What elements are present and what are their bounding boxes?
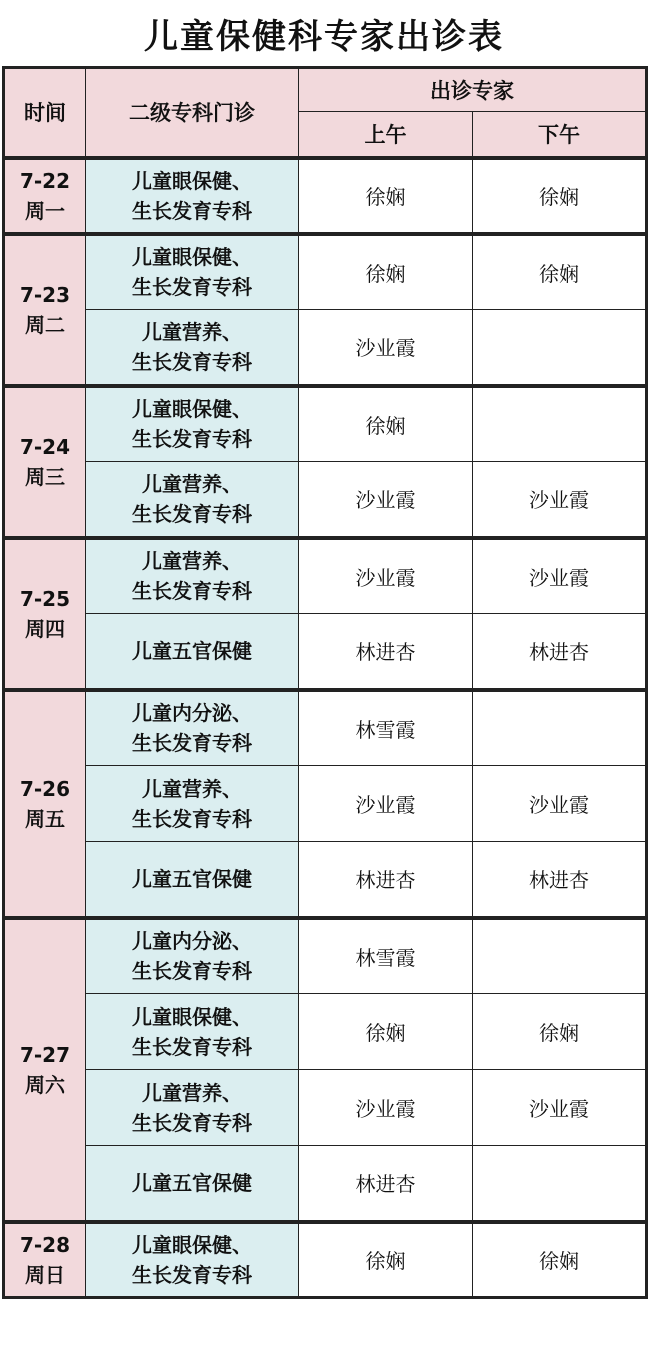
table-row (4, 690, 647, 766)
doctor-am-cell: 徐娴 (299, 234, 473, 310)
date-label: 7-25 (19, 586, 71, 611)
dept-line1: 儿童眼保健、 (132, 397, 252, 422)
dept-cell (86, 386, 299, 462)
doctor-pm-cell: 徐娴 (473, 158, 647, 234)
dept-line2: 生长发育专科 (132, 198, 252, 223)
weekday-label: 周六 (25, 1072, 65, 1097)
weekday-label: 周四 (25, 616, 65, 641)
dept-line1: 儿童五官保健 (132, 866, 252, 891)
schedule-body (4, 158, 647, 1298)
table-row (4, 1146, 647, 1222)
dept-line1: 儿童眼保健、 (132, 1004, 252, 1029)
dept-line1: 儿童营养、 (142, 471, 242, 496)
date-cell (4, 386, 86, 538)
dept-line2: 生长发育专科 (132, 579, 252, 604)
dept-cell (86, 1222, 299, 1298)
date-cell (4, 1222, 86, 1298)
page-title: 儿童保健科专家出诊表 (144, 17, 504, 57)
dept-line1: 儿童五官保健 (132, 638, 252, 663)
doctor-pm-cell (473, 690, 647, 766)
date-cell (4, 158, 86, 234)
date-cell (4, 918, 86, 1222)
table-row (4, 158, 647, 234)
table-row (4, 538, 647, 614)
schedule-table (2, 66, 648, 1299)
doctor-pm-cell: 林进杏 (473, 842, 647, 918)
doctor-am-cell: 沙业霞 (299, 766, 473, 842)
doctor-am-cell: 徐娴 (299, 1222, 473, 1298)
header-am: 上午 (299, 112, 473, 158)
doctor-pm-cell: 沙业霞 (473, 766, 647, 842)
header-dept: 二级专科门诊 (86, 68, 299, 158)
table-row (4, 1222, 647, 1298)
dept-line1: 儿童五官保健 (132, 1170, 252, 1195)
dept-line2: 生长发育专科 (132, 1110, 252, 1135)
dept-line2: 生长发育专科 (132, 427, 252, 452)
doctor-pm-cell: 徐娴 (473, 1222, 647, 1298)
dept-line1: 儿童眼保健、 (132, 168, 252, 193)
dept-cell (86, 690, 299, 766)
table-row (4, 842, 647, 918)
dept-cell (86, 842, 299, 918)
dept-cell (86, 310, 299, 386)
dept-cell (86, 1146, 299, 1222)
dept-line2: 生长发育专科 (132, 806, 252, 831)
weekday-label: 周一 (25, 198, 65, 223)
table-row (4, 614, 647, 690)
date-label: 7-23 (19, 282, 71, 307)
date-label: 7-22 (19, 168, 71, 193)
weekday-label: 周三 (25, 464, 65, 489)
header-time: 时间 (4, 68, 86, 158)
table-header (4, 68, 647, 158)
dept-line2: 生长发育专科 (132, 1262, 252, 1287)
doctor-pm-cell: 林进杏 (473, 614, 647, 690)
dept-line1: 儿童眼保健、 (132, 245, 252, 270)
dept-line2: 生长发育专科 (132, 275, 252, 300)
doctor-am-cell: 徐娴 (299, 386, 473, 462)
dept-line2: 生长发育专科 (132, 501, 252, 526)
date-cell (4, 234, 86, 386)
dept-line1: 儿童内分泌、 (132, 701, 252, 726)
date-label: 7-24 (19, 434, 71, 459)
date-cell (4, 538, 86, 690)
dept-cell (86, 614, 299, 690)
dept-line1: 儿童营养、 (142, 319, 242, 344)
dept-cell (86, 918, 299, 994)
doctor-pm-cell: 徐娴 (473, 234, 647, 310)
weekday-label: 周日 (25, 1262, 65, 1287)
doctor-am-cell: 林进杏 (299, 1146, 473, 1222)
doctor-pm-cell: 沙业霞 (473, 462, 647, 538)
dept-cell (86, 766, 299, 842)
table-row (4, 234, 647, 310)
doctor-pm-cell (473, 1146, 647, 1222)
weekday-label: 周二 (25, 312, 65, 337)
doctor-am-cell: 林进杏 (299, 614, 473, 690)
date-cell (4, 690, 86, 918)
table-row (4, 994, 647, 1070)
doctor-pm-cell: 徐娴 (473, 994, 647, 1070)
dept-cell (86, 234, 299, 310)
doctor-pm-cell (473, 918, 647, 994)
doctor-am-cell: 沙业霞 (299, 538, 473, 614)
dept-line2: 生长发育专科 (132, 731, 252, 756)
dept-line1: 儿童营养、 (142, 776, 242, 801)
table-row (4, 462, 647, 538)
doctor-am-cell: 林雪霞 (299, 918, 473, 994)
table-row (4, 1070, 647, 1146)
table-row (4, 766, 647, 842)
dept-line1: 儿童内分泌、 (132, 929, 252, 954)
dept-cell (86, 538, 299, 614)
header-experts: 出诊专家 (299, 68, 647, 112)
dept-line2: 生长发育专科 (132, 1034, 252, 1059)
doctor-am-cell: 徐娴 (299, 994, 473, 1070)
date-label: 7-26 (19, 776, 71, 801)
dept-line2: 生长发育专科 (132, 959, 252, 984)
dept-line1: 儿童眼保健、 (132, 1232, 252, 1257)
dept-line2: 生长发育专科 (132, 349, 252, 374)
table-row (4, 386, 647, 462)
weekday-label: 周五 (25, 806, 65, 831)
date-label: 7-27 (19, 1042, 71, 1067)
doctor-am-cell: 沙业霞 (299, 1070, 473, 1146)
doctor-am-cell: 沙业霞 (299, 310, 473, 386)
dept-cell (86, 158, 299, 234)
header-pm: 下午 (473, 112, 647, 158)
doctor-pm-cell: 沙业霞 (473, 538, 647, 614)
date-label: 7-28 (19, 1232, 71, 1257)
doctor-pm-cell (473, 386, 647, 462)
dept-line1: 儿童营养、 (142, 1080, 242, 1105)
doctor-pm-cell: 沙业霞 (473, 1070, 647, 1146)
doctor-pm-cell (473, 310, 647, 386)
dept-cell (86, 1070, 299, 1146)
doctor-am-cell: 沙业霞 (299, 462, 473, 538)
dept-line1: 儿童营养、 (142, 549, 242, 574)
doctor-am-cell: 林进杏 (299, 842, 473, 918)
doctor-am-cell: 林雪霞 (299, 690, 473, 766)
dept-cell (86, 994, 299, 1070)
dept-cell (86, 462, 299, 538)
table-row (4, 310, 647, 386)
table-row (4, 918, 647, 994)
doctor-am-cell: 徐娴 (299, 158, 473, 234)
